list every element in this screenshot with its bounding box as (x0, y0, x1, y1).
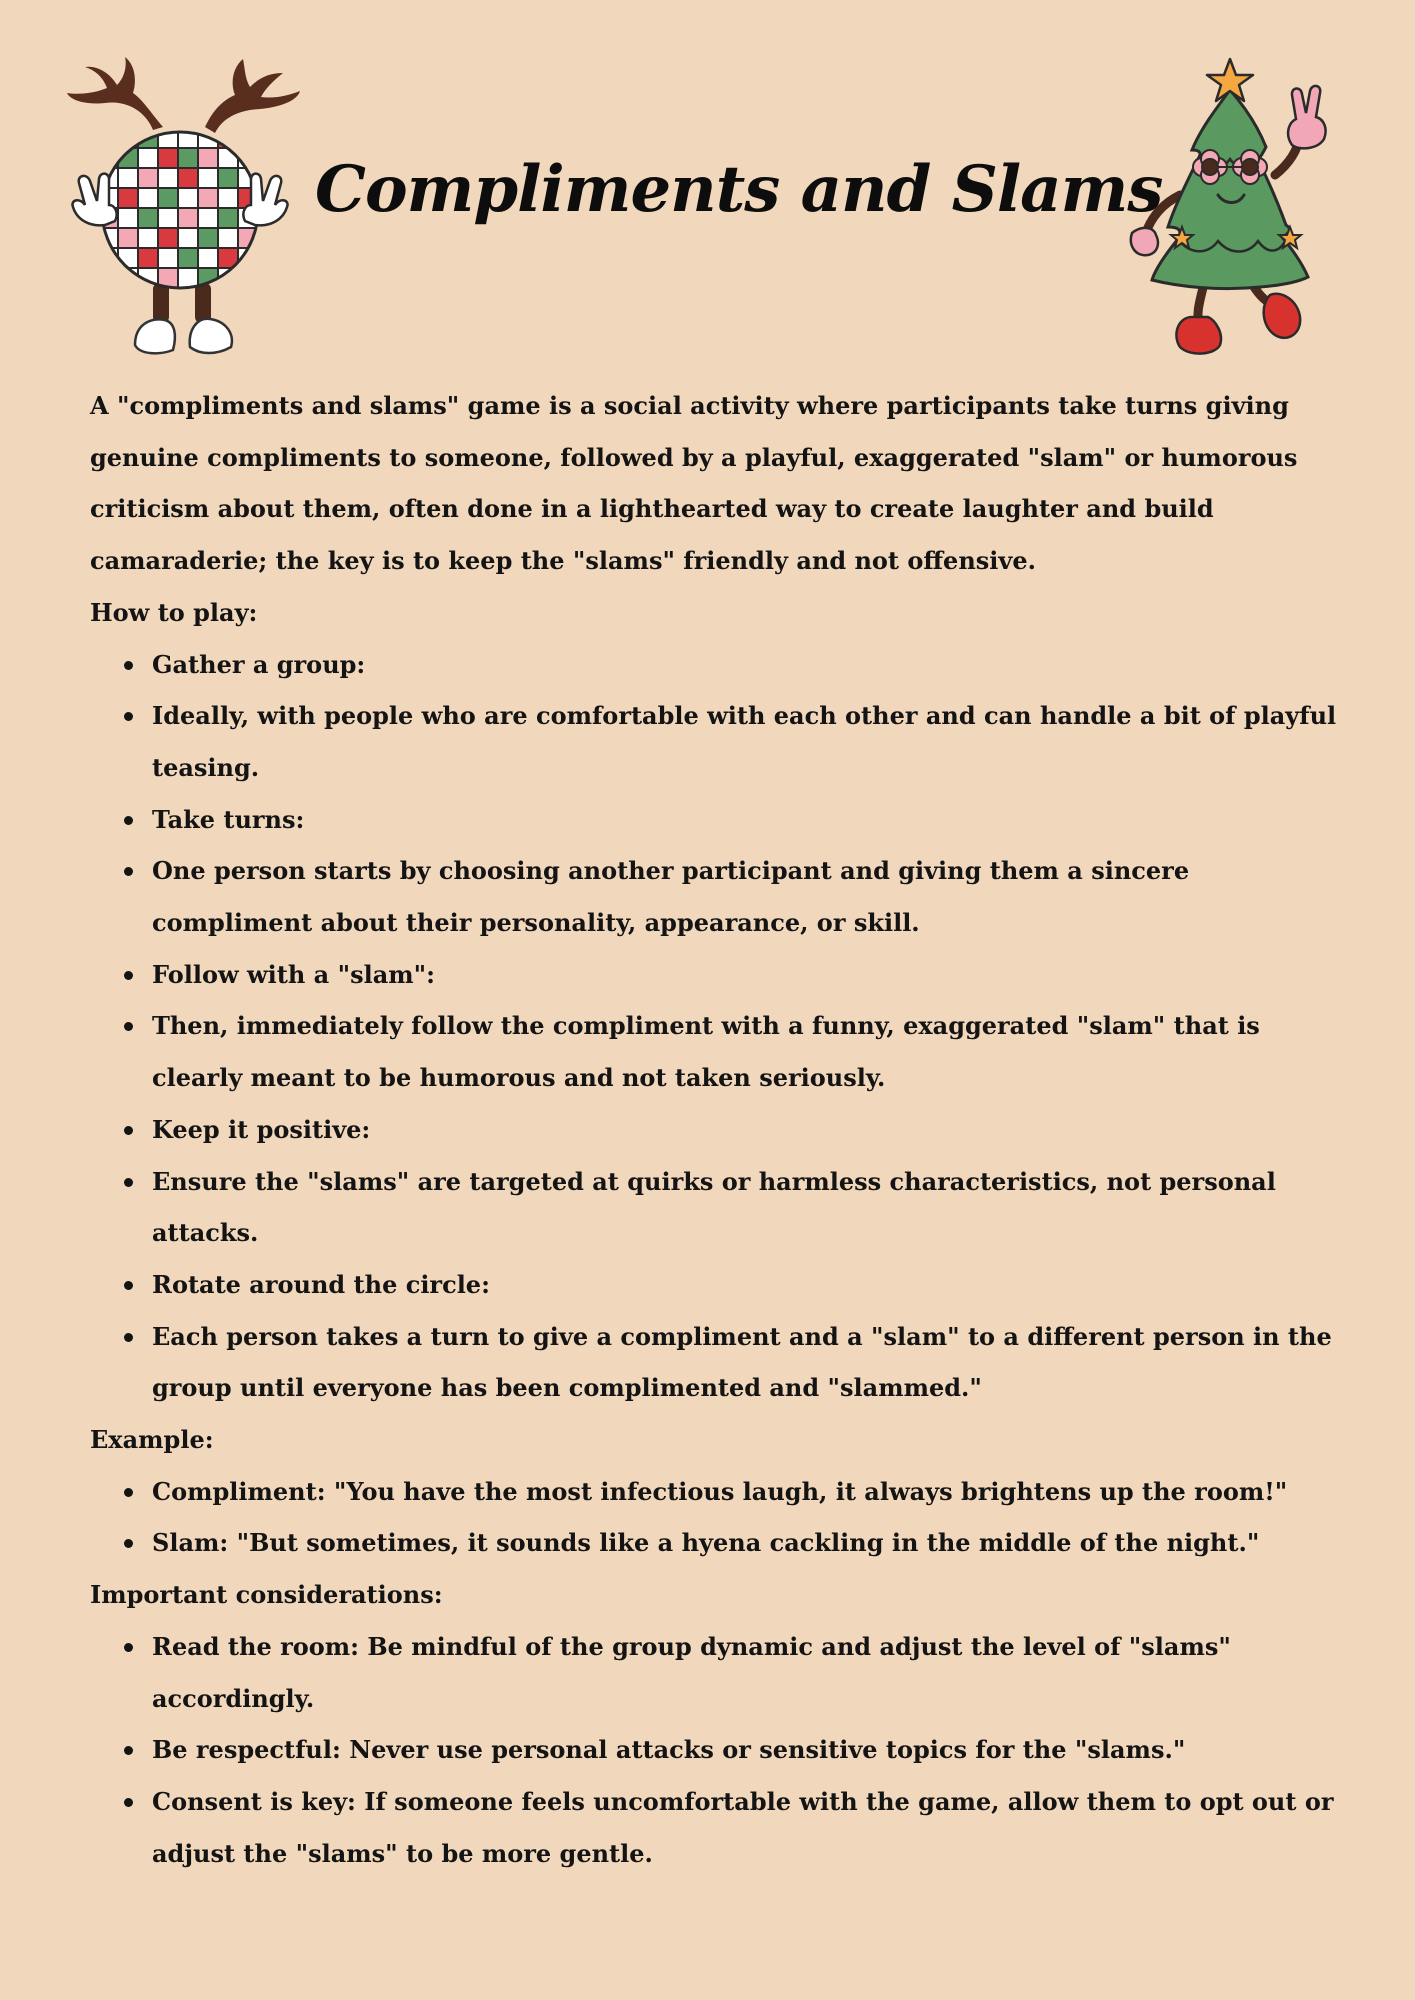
section-heading-considerations: Important considerations: (90, 1580, 443, 1610)
list-item: Each person takes a turn to give a compliment and a "slam" to a different person in the group until everyone has been complimented and "slammed." (152, 1311, 1340, 1414)
list-item: One person starts by choosing another participant and giving them a sincere compliment about their personality, appearance, or skill. (152, 845, 1340, 948)
bullet-icon (124, 1333, 133, 1342)
bullet-icon (124, 1281, 133, 1290)
section-heading-how-to-play: How to play: (90, 597, 258, 627)
list-item: Ensure the "slams" are targeted at quirks or harmless characteristics, not personal attacks. (152, 1156, 1340, 1259)
bullet-icon (124, 1126, 133, 1135)
list-item: Read the room: Be mindful of the group dynamic and adjust the level of "slams" accordingly. (152, 1621, 1340, 1724)
list-item: Compliment: "You have the most infectious laugh, it always brightens up the room!" (152, 1466, 1340, 1518)
section-heading-example: Example: (90, 1425, 214, 1455)
bullet-icon (124, 1643, 133, 1652)
bullet-icon (124, 816, 133, 825)
bullet-icon (124, 1539, 133, 1548)
list-item: Slam: "But sometimes, it sounds like a hyena cackling in the middle of the night." (152, 1517, 1340, 1569)
list-item: Then, immediately follow the compliment with a funny, exaggerated "slam" that is clearly meant to be humorous and not taken seriously. (152, 1000, 1340, 1103)
bullet-icon (124, 1488, 133, 1497)
page-title: Compliments and Slams (315, 152, 1163, 227)
intro-paragraph: A "compliments and slams" game is a social activity where participants take turns giving genuine compliments to someone, followed by a playful, exaggerated "slam" or humorous criticism about them, often done in a lighthearted way to create laughter and build camaraderie; the key is to keep the "slams" friendly and not offensive. (90, 391, 1298, 576)
list-item: Gather a group: (152, 639, 1340, 691)
header (0, 0, 1415, 370)
list-item: Rotate around the circle: (152, 1259, 1340, 1311)
list-item: Keep it positive: (152, 1104, 1340, 1156)
list-item: Be respectful: Never use personal attacks or sensitive topics for the "slams." (152, 1724, 1340, 1776)
bullet-icon (124, 661, 133, 670)
bullet-icon (124, 1746, 133, 1755)
list-item: Ideally, with people who are comfortable with each other and can handle a bit of playful teasing. (152, 690, 1340, 793)
bullet-icon (124, 867, 133, 876)
considerations-list (90, 1621, 1340, 1880)
antlers-icon (67, 57, 300, 133)
disco-ball-reindeer-icon (55, 55, 310, 365)
game-instructions (90, 380, 1340, 1879)
list-item: Take turns: (152, 794, 1340, 846)
bullet-icon (124, 712, 133, 721)
how-to-play-list (90, 639, 1340, 1415)
bullet-icon (124, 1178, 133, 1187)
list-item: Consent is key: If someone feels uncomfortable with the game, allow them to opt out or adjust the "slams" to be more gentle. (152, 1776, 1340, 1879)
bullet-icon (124, 1798, 133, 1807)
example-list (90, 1466, 1340, 1569)
bullet-icon (124, 1022, 133, 1031)
list-item: Follow with a "slam": (152, 949, 1340, 1001)
christmas-tree-character-icon (1120, 55, 1350, 365)
bullet-icon (124, 971, 133, 980)
